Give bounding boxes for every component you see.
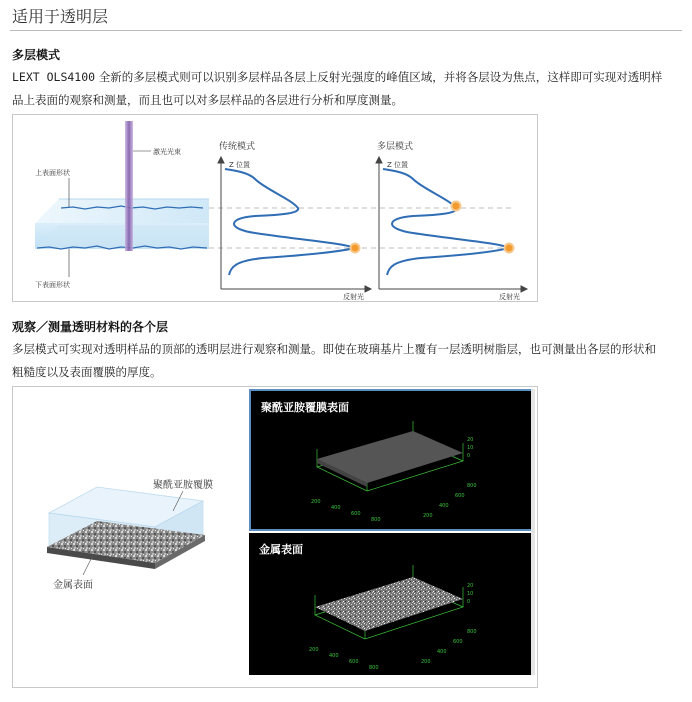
left-z-axis-label: Z 位置 (229, 161, 251, 169)
section-heading-layers: 观察／测量透明材料的各个层 (12, 320, 169, 334)
sample-illustration (13, 387, 247, 687)
tick2-z-2: 10 (467, 591, 474, 597)
laser-label: 激光光束 (153, 148, 181, 156)
tick2-x-1: 200 (309, 647, 319, 653)
para-line-2: 品上表面的观察和测量，而且也可以对多层样品的各层进行分析和厚度测量。 (12, 93, 403, 107)
tick2-x-2: 400 (329, 653, 339, 659)
tick-z-2: 10 (467, 445, 474, 451)
focus-marker-bottom (505, 244, 514, 253)
right-x-axis-label: 反射光 (499, 293, 520, 301)
tick2-z-3: 20 (467, 583, 474, 589)
tick-z-1: 0 (467, 453, 471, 459)
tick2-x-3: 600 (349, 659, 359, 665)
tick2-z-1: 0 (467, 599, 471, 605)
tick2-y-2: 400 (437, 649, 447, 655)
left-x-axis-label: 反射光 (343, 293, 364, 301)
title-divider (10, 30, 682, 31)
left-chart-curve (225, 169, 355, 275)
top-surface-label: 上表面形状 (35, 169, 70, 177)
tick2-y-4: 800 (467, 629, 477, 635)
section-heading-multilayer: 多层模式 (12, 48, 61, 62)
tick2-y-3: 600 (453, 639, 463, 645)
film-surface-plot (251, 391, 531, 529)
panel-metal-surface (249, 533, 533, 675)
tick-x-3: 600 (351, 511, 361, 517)
right-chart-axes (376, 157, 527, 292)
bottom-surface-label: 下表面形状 (35, 281, 70, 289)
left-focus-marker (351, 244, 360, 253)
tick2-x-4: 800 (369, 665, 379, 671)
para2-line-1: 多层模式可实现对透明样品的顶部的透明层进行观察和测量。即使在玻璃基片上覆有一层透明树脂层，也可测量出各层的形状和 (12, 342, 656, 356)
panel-scrollbar[interactable] (531, 389, 535, 675)
metal-label: 金属表面 (53, 580, 93, 591)
film-label: 聚酰亚胺覆膜 (153, 480, 213, 491)
tick-y-3: 600 (455, 493, 465, 499)
right-chart-title: 多层模式 (377, 142, 414, 152)
page-title: 适用于透明层 (12, 7, 109, 26)
tick-x-1: 200 (311, 499, 321, 505)
metal-surface-plane (315, 577, 463, 631)
panel-film-surface (249, 389, 533, 531)
tick-y-1: 200 (423, 513, 433, 519)
para2-line-2: 粗糙度以及表面覆膜的厚度。 (12, 365, 162, 379)
panel-metal-title: 金属表面 (259, 543, 303, 556)
tick2-y-1: 200 (421, 659, 431, 665)
section-paragraph-multilayer (12, 66, 682, 112)
right-z-axis-label: Z 位置 (387, 161, 409, 169)
tick-z-3: 20 (467, 437, 474, 443)
tick-x-4: 800 (371, 517, 381, 523)
section-paragraph-layers (12, 338, 682, 384)
left-chart-axes (218, 157, 371, 292)
focus-marker-top (452, 202, 461, 211)
multilayer-diagram-svg (13, 115, 537, 301)
left-chart-title: 传统模式 (219, 142, 256, 152)
panel-film-title: 聚酰亚胺覆膜表面 (261, 401, 349, 414)
tick-x-2: 400 (331, 505, 341, 511)
para-line-1: 全新的多层模式则可以识别多层样品各层上反射光强度的峰值区域，并将各层设为焦点，这样即可实现对透明样 (95, 70, 663, 84)
figure-layer-observation (12, 386, 538, 688)
tick-y-2: 400 (439, 503, 449, 509)
laser-beam (125, 121, 133, 251)
metal-surface-plot (249, 533, 533, 675)
tick-y-4: 800 (467, 483, 477, 489)
right-chart-curve (383, 169, 509, 275)
figure-multilayer-diagram (12, 114, 538, 302)
film-surface-plane (317, 431, 463, 483)
product-name: LEXT OLS4100 (12, 70, 96, 84)
